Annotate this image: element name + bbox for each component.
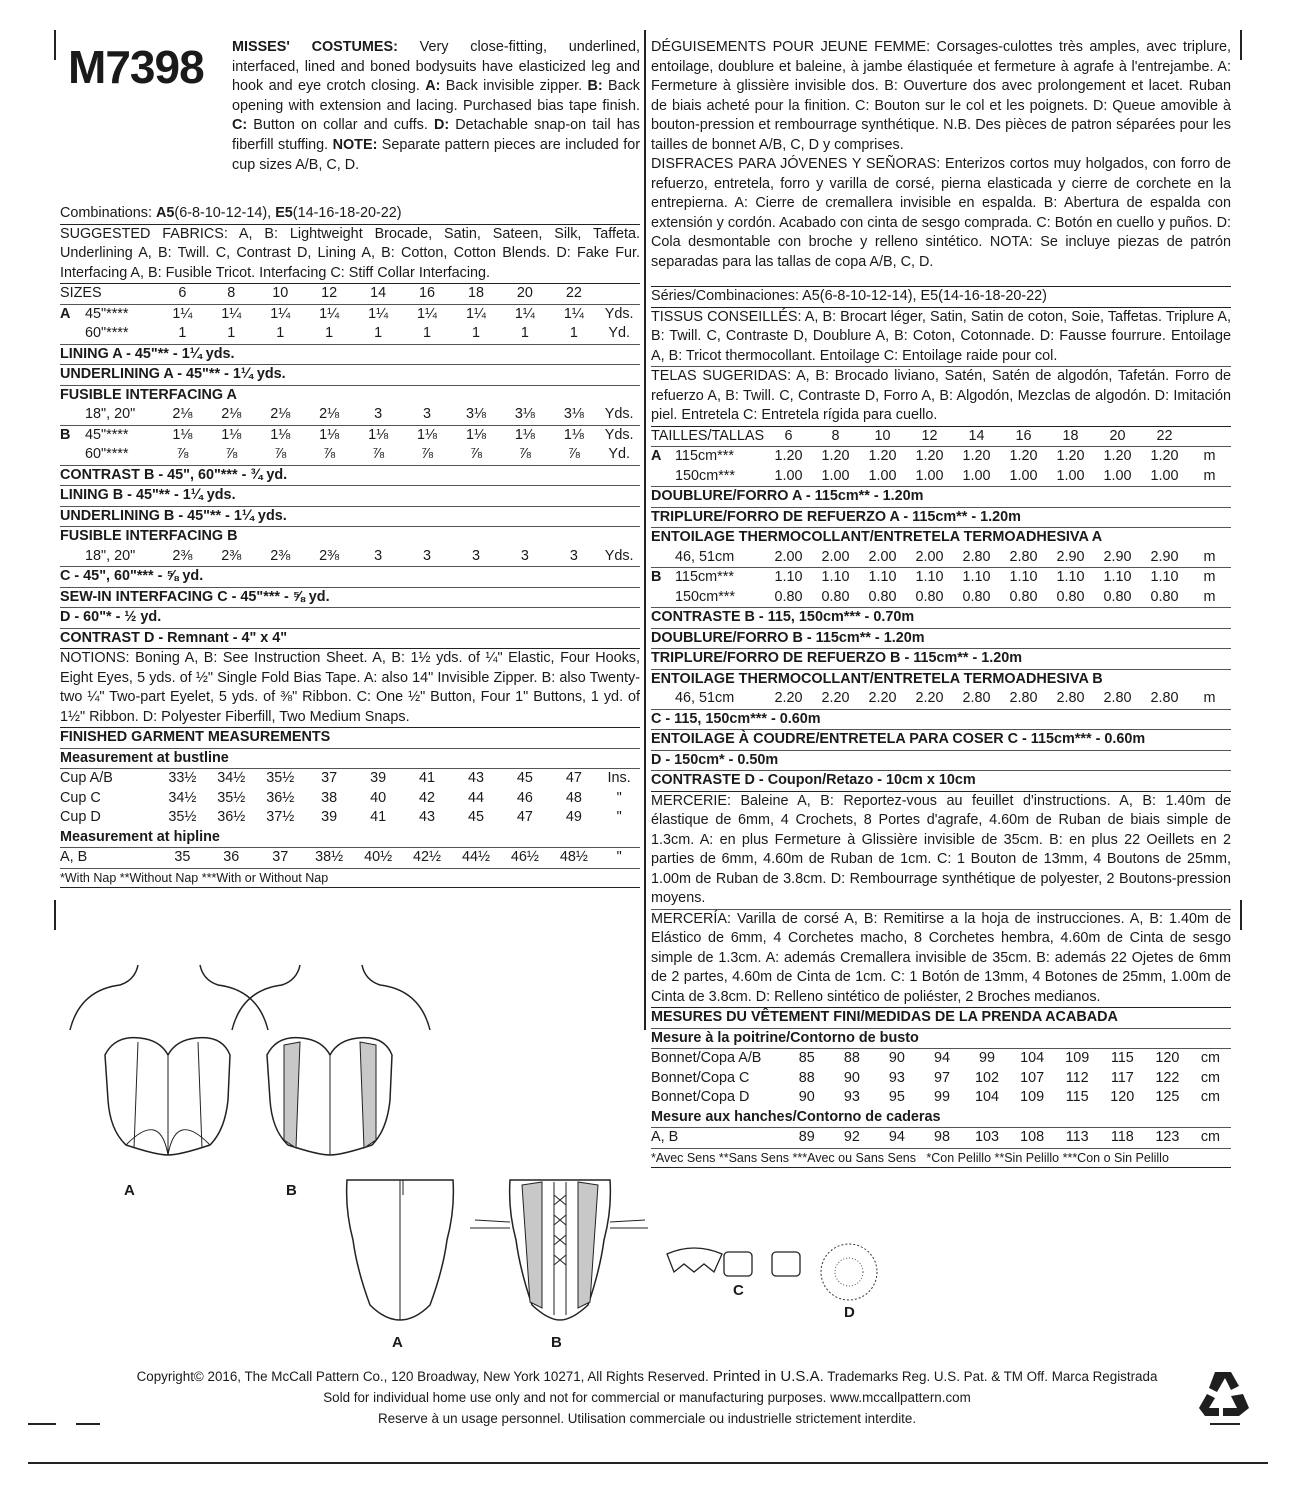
finished-table-en: Cup A/B 33½ 34½ 35½ 37 39 41 43 45 47 Ins. Cup C 34½ 35½ 36½ 38 40 42 44 46 48 " Cup D 35½ 36½ 37½ 39 41 43 45 47 49 " Measurement at hipline A, B 35 36 37 38½ 40½ 42½ 44½ 46½ 48½ " bbox=[60, 768, 640, 868]
view-label-b-back: B bbox=[551, 1334, 562, 1351]
table-row: 60"**** ⅞ ⅞ ⅞ ⅞ ⅞ ⅞ ⅞ ⅞ ⅞ Yd. bbox=[84, 446, 630, 462]
table-row: 150cm*** 0.80 0.80 0.80 0.80 0.80 0.80 0.80 0.80 0.80 m bbox=[675, 588, 1216, 605]
footer bbox=[0, 1366, 1294, 1429]
view-label-a-back: A bbox=[392, 1334, 403, 1351]
yardage-table-en: SIZES 6 8 10 12 14 16 18 20 22 A 45"**** 1¼ 1¼ 1¼ 1¼ 1¼ 1¼ 1¼ 1¼ 1¼ Yds. 60"**** 1 1 1 1 1 1 1 1 1 Yd. LINING A - 45"** - 1¼ yds. UNDERLINING A - 45"** - 1¼ yds. FUSIBLE INTERFACING A 18", 20" 2⅛ 2⅛ 2⅛ 2⅛ 3 3 3⅛ 3⅛ 3⅛ Yds. B 45"**** 1⅛ 1⅛ 1⅛ 1⅛ 1⅛ 1⅛ 1⅛ 1⅛ 1⅛ Yds. 60"**** ⅞ ⅞ ⅞ ⅞ ⅞ ⅞ ⅞ ⅞ ⅞ Yd. CONTRAST B - 45", 60"*** - ¾ yd. LINING B - 45"** - 1¼ yds. UNDERLINING B - 45"** - 1¼ yds. FUSIBLE INTERFACING B 18", 20" 2⅜ 2⅜ 2⅜ 2⅜ 3 3 3 3 3 Yds. C - 45", 60"*** - ⅝ yd. SEW-IN INTERFACING C - 45"*** - ⅝ yd. D - 60"* - ½ yd. CONTRAST D - Remnant - 4" x 4" bbox=[60, 284, 640, 648]
table-row: A 115cm*** 1.20 1.20 1.20 1.20 1.20 1.20 1.20 1.20 1.20 m bbox=[651, 447, 1231, 467]
table-row: Bonnet/Copa A/B 85 88 90 94 99 104 109 115 120 cm bbox=[651, 1049, 1231, 1069]
view-label-d: D bbox=[844, 1304, 855, 1321]
yardage-table-metric: TAILLES/TALLAS 6 8 10 12 14 16 18 20 22 A 115cm*** 1.20 1.20 1.20 1.20 1.20 1.20 1.20 1.20 1.20 m 150cm*** 1.00 1.00 1.00 1.00 1.00 1.00 1.00 1.00 1.00 m DOUBLURE/FORRO A - 115cm** - 1.20m TRIPLURE/FORRO DE REFUERZO A - 115cm** - 1.20m ENTOILAGE THERMOCOLLANT/ENTRETELA TERMOADHESIVA A 46, 51cm 2.00 2.00 2.00 2.00 2.80 2.80 2.90 2.90 2.90 m B 115cm*** 1.10 1.10 1.10 1.10 1.10 1.10 1.10 1.10 1.10 m 150cm*** 0.80 0.80 0.80 0.80 0.80 0.80 0.80 0.80 0.80 m CONTRASTE B - 115, 150cm*** - 0.70m DOUBLURE/FORRO B - 115cm** - 1.20m TRIPLURE/FORRO DE REFUERZO B - 115cm** - 1.20m ENTOILAGE THERMOCOLLANT/ENTRETELA TERMOADHESIVA B 46, 51cm 2.20 2.20 2.20 2.20 2.80 2.80 2.80 2.80 2.80 m C - 115, 150cm*** - 0.60m ENTOILAGE À COUDRE/ENTRETELA PARA COSER C - 115cm*** - 0.60m D - 150cm* - 0.50m CONTRASTE D - Coupon/Retazo - 10cm x 10cm bbox=[651, 427, 1231, 791]
bottom-rule bbox=[28, 1462, 1268, 1464]
table-row: Cup D 35½ 36½ 37½ 39 41 43 45 47 49 " bbox=[60, 809, 622, 825]
bodysuit-a-back-illustration bbox=[335, 1140, 465, 1330]
bodysuit-b-back-illustration bbox=[470, 1130, 650, 1330]
nap-legend-fr: *Avec Sens **Sans Sens ***Avec ou Sans Sens *Con Pelillo **Sin Pelillo ***Con o Sin Pelillo bbox=[651, 1148, 1231, 1167]
table-row: 18", 20" 2⅛ 2⅛ 2⅛ 2⅛ 3 3 3⅛ 3⅛ 3⅛ Yds. bbox=[84, 406, 634, 422]
bodysuit-b-front-illustration bbox=[222, 960, 472, 1160]
table-row: Cup A/B 33½ 34½ 35½ 37 39 41 43 45 47 Ins. bbox=[60, 769, 640, 789]
table-row: A, B 35 36 37 38½ 40½ 42½ 44½ 46½ 48½ " bbox=[60, 848, 640, 868]
cut-line bbox=[28, 1423, 56, 1425]
notions: NOTIONS: Boning A, B: See Instruction Sheet. A, B: 1½ yds. of ¼" Elastic, Four Hooks, Eight Eyes, 5 yds. of ½" Single Fold Bias Tape. A: also 14" Invisible Zipper. B: also Twenty-two ¼" Two-part Eyelet, 5 yds. of ⅜" Ribbon. C: One ½" Button, Four 1" Buttons, 1 yd. of 1½" Ribbon. D: Polyester Fiberfill, Two Medium Snaps. bbox=[60, 650, 640, 725]
suggested-fabrics: SUGGESTED FABRICS: A, B: Lightweight Brocade, Satin, Sateen, Silk, Taffeta. Underlining A, B: Twill. C, Contrast D, Lining A, B: Cotton, Cotton Blends. D: Fake Fur. Interfacing A, B: Fusible Tricot. Interfacing C: Stiff Collar Interfacing. bbox=[60, 225, 640, 281]
finished-table-fr: Bonnet/Copa A/B 85 88 90 94 99 104 109 115 120 cm Bonnet/Copa C 88 90 93 97 102 107 112 117 122 cm Bonnet/Copa D 90 93 95 99 104 109 115 120 125 cm Mesure aux hanches/Contorno de caderas A, B 89 92 94 98 103 108 113 118 123 cm bbox=[651, 1048, 1231, 1148]
view-label-b: B bbox=[286, 1182, 297, 1199]
nap-legend: *With Nap **Without Nap ***With or Without Nap bbox=[60, 868, 640, 887]
finished-title: FINISHED GARMENT MEASUREMENTS bbox=[60, 729, 331, 745]
combinations-fr: Séries/Combinaciones: A5(6-8-10-12-14), E5(14-16-18-20-22) bbox=[651, 288, 1047, 304]
table-row: Bonnet/Copa D 90 93 95 99 104 109 115 120 125 cm bbox=[651, 1089, 1221, 1105]
crop-mark bbox=[1240, 900, 1242, 930]
recycle-icon bbox=[1195, 1368, 1251, 1420]
collar-cuffs-tail-illustration bbox=[664, 1242, 894, 1312]
combinations: Combinations: A5(6-8-10-12-14), E5(14-16-18-20-22) bbox=[60, 205, 402, 221]
finished-title-fr: MESURES DU VÊTEMENT FINI/MEDIDAS DE LA PRENDA ACABADA bbox=[651, 1009, 1118, 1025]
view-label-a: A bbox=[124, 1182, 135, 1199]
table-row: B 45"**** 1⅛ 1⅛ 1⅛ 1⅛ 1⅛ 1⅛ 1⅛ 1⅛ 1⅛ Yds. bbox=[60, 425, 640, 445]
usage-notice-fr: Reserve à un usage personnel. Utilisation commerciale ou industrielle strictement interdite. bbox=[377, 1411, 917, 1426]
table-row: 46, 51cm 2.20 2.20 2.20 2.20 2.80 2.80 2.80 2.80 2.80 m bbox=[675, 690, 1216, 706]
merceria: MERCERÍA: Varilla de corsé A, B: Remitirse a la hoja de instrucciones. A, B: 1.40m de Elástico de 6mm, 4 Corchetes macho, 8 Corchetes hembra, 4.60m de Cinta de sesgo simple de 1.3cm. A: además Cremallera invisible de 35cm. B: además 22 Ojetes de 6mm de 2 partes, 4.60m de Cinta de 1cm. C: 1 Botón de 13mm, 4 Botones de 25mm, 1.00m de Cinta de 3.8cm. D: Relleno sintético de poliéster, 2 Broches medianos. bbox=[651, 910, 1231, 1005]
fabrics-es: TELAS SUGERIDAS: A, B: Brocado liviano, Satén, Satén de algodón, Tafetán. Forro de refuerzo A, B: Twill. C, Contraste D, Forro A, B: Algodón, Mezclas de algodón. D: Imitación piel. Entretela C: Entretela rígida para cuello. bbox=[651, 368, 1231, 423]
table-row: Cup C 34½ 35½ 36½ 38 40 42 44 46 48 " bbox=[60, 789, 622, 806]
table-row: 46, 51cm 2.00 2.00 2.00 2.00 2.80 2.80 2.90 2.90 2.90 m bbox=[675, 548, 1216, 565]
table-row: 150cm*** 1.00 1.00 1.00 1.00 1.00 1.00 1.00 1.00 1.00 m bbox=[675, 467, 1216, 484]
description-en: MISSES' COSTUMES: Very close-fitting, underlined, interfaced, lined and boned bodysuits have elasticized leg and hook and eye crotch closing. A: Back invisible zipper. B: Back opening with extension and lacing. Purchased bias tape finish. C: Button on collar and cuffs. D: Detachable snap-on tail has fiberfill stuffing. NOTE: Separate pattern pieces are included for cup sizes A/B, C, D. bbox=[232, 39, 640, 173]
column-divider bbox=[644, 30, 646, 1030]
table-row: Bonnet/Copa C 88 90 93 97 102 107 112 117 122 cm bbox=[651, 1069, 1221, 1086]
yardage-en: Combinations: A5(6-8-10-12-14), E5(14-16-18-20-22) SUGGESTED FABRICS: A, B: Lightweight Brocade, Satin, Sateen, Silk, Taffeta. Underlining A, B: Twill. C, Contrast D, Lining A, B: Cotton, Cotton Blends. D: Fake Fur. Interfacing A, B: Fusible Tricot. Interfacing C: Stiff Collar Interfacing. SIZES 6 8 10 12 14 16 18 20 22 A 45"**** 1¼ 1¼ 1¼ 1¼ 1¼ 1¼ 1¼ 1¼ 1¼ Yds. 60"**** 1 1 1 1 1 1 1 1 1 Yd. LINING A - 45"** - 1¼ yds. UNDERLINING A - 45"** - 1¼ yds. FUSIBLE INTERFACING A 18", 20" 2⅛ 2⅛ 2⅛ 2⅛ 3 3 3⅛ 3⅛ 3⅛ Yds. B 45"**** 1⅛ 1⅛ 1⅛ 1⅛ 1⅛ 1⅛ 1⅛ 1⅛ 1⅛ Yds. 60"**** ⅞ ⅞ ⅞ ⅞ ⅞ ⅞ ⅞ ⅞ ⅞ Yd. CONTRAST B - 45", 60"*** - ¾ yd. LINING B - 45"** - 1¼ yds. UNDERLINING B - 45"** - 1¼ yds. FUSIBLE INTERFACING B 18", 20" 2⅜ 2⅜ 2⅜ 2⅜ 3 3 3 3 3 Yds. C - 45", 60"*** - ⅝ yd. SEW-IN INTERFACING C - 45"*** - ⅝ yd. D - 60"* - ½ yd. CONTRAST D - Remnant - 4" x 4" NOTIONS: Boning A, B: See Instruction Sheet. A, B: 1½ yds. of ¼" Elastic, Four Hooks, Eight Eyes, 5 yds. of ½" Single Fold Bias Tape. A: also 14" Invisible Zipper. B: also Twenty-two ¼" Two-part Eyelet, 5 yds. of ⅜" Ribbon. C: One ½" Button, Four 1" Buttons, 1 yd. of 1½" Ribbon. D: Polyester Fiberfill, Two Medium Snaps. FINISHED GARMENT MEASUREMENTS Measurement at bustline Cup A/B 33½ 34½ 35½ 37 39 41 43 45 47 Ins. Cup C 34½ 35½ 36½ 38 40 42 44 46 48 " Cup D 35½ 36½ 37½ 39 41 43 45 47 49 " Measurement at hipline A, B 35 36 37 38½ 40½ 42½ 44½ 46½ 48½ " *With Nap **Without Nap ***With or Without Nap bbox=[60, 204, 640, 888]
description-fr: DÉGUISEMENTS POUR JEUNE FEMME: Corsages-culottes très amples, avec triplure, entoilage, doublure et baleine, à jambe élastiquée et fermeture à agrafe à l'entrejambe. A: Fermeture à glissière invisible dos. B: Ouverture dos avec prolongement et lacet. Ruban de biais acheté pour la finition. C: Bouton sur le col et les poignets. D: Queue amovible à bouton-pression et rembourrage synthétique. N.B. Des pièces de patron séparées pour les tailles de bonnet A/B, C, D y comprises. bbox=[651, 39, 1231, 153]
cut-line bbox=[1210, 1423, 1240, 1425]
table-row: B 115cm*** 1.10 1.10 1.10 1.10 1.10 1.10 1.10 1.10 1.10 m bbox=[651, 568, 1231, 588]
table-row: A, B 89 92 94 98 103 108 113 118 123 cm bbox=[651, 1128, 1231, 1148]
crop-mark bbox=[1240, 30, 1242, 60]
table-row: 18", 20" 2⅜ 2⅜ 2⅜ 2⅜ 3 3 3 3 3 Yds. bbox=[84, 547, 634, 564]
usage-notice: Sold for individual home use only and not for commercial or manufacturing purposes. www.mccallpattern.com bbox=[323, 1390, 971, 1405]
table-row: 60"**** 1 1 1 1 1 1 1 1 1 Yd. bbox=[84, 325, 630, 341]
crop-mark bbox=[54, 30, 56, 60]
fabrics-fr: TISSUS CONSEILLÉS: A, B: Brocart léger, Satin, Satin de coton, Soie, Taffetas. Triplure A, B: Twill. C, Contraste D, Doublure A, B: Coton, Cotonnade. D: Fausse fourrure. Entoilage A, B: Tricot thermocollant. Entoilage C: Entoilage raide pour col. bbox=[651, 308, 1231, 364]
table-row: A 45"**** 1¼ 1¼ 1¼ 1¼ 1¼ 1¼ 1¼ 1¼ 1¼ Yds. bbox=[60, 304, 640, 324]
mercerie: MERCERIE: Baleine A, B: Reportez-vous au feuillet d'instructions. A, B: 1.40m de élastique de 6mm, 4 Crochets, 8 Portes d'agrafe, 4.60m de Ruban de biais simple de 1.3cm. A: en plus Fermeture à Glissière invisible de 35cm. B: en plus 22 Oeillets en 2 parties de 6mm, 4.60m de Ruban de 1cm. C: 1 Bouton de 13mm, 4 Boutons de 25mm, 1.00m de Ruban de 3.8cm. D: Rembourrage synthétique de polyester, 2 Boutons-pression moyens. bbox=[651, 792, 1231, 906]
pattern-number: M7398 bbox=[68, 41, 204, 93]
crop-mark bbox=[54, 900, 56, 930]
cut-line bbox=[76, 1423, 100, 1425]
view-label-c: C bbox=[733, 1282, 744, 1299]
sizes-row: SIZES 6 8 10 12 14 16 18 20 22 bbox=[60, 285, 582, 301]
description-fr-es: DÉGUISEMENTS POUR JEUNE FEMME: Corsages-culottes très amples, avec triplure, entoilage, doublure et baleine, à jambe élastiquée et fermeture à agrafe à l'entrejambe. A: Fermeture à glissière invisible dos. B: Ouverture dos avec prolongement et lacet. Ruban de biais acheté pour la finition. C: Bouton sur le col et les poignets. D: Queue amovible à bouton-pression et rembourrage synthétique. N.B. Des pièces de patron séparées pour les tailles de bonnet A/B, C, D y comprises. DISFRACES PARA JÓVENES Y SEÑORAS: Enterizos cortos muy holgados, con forro de refuerzo, entretela, forro y varilla de corsé, pierna elasticada y cierre de corchete en la entrepierna. A: Cierre de cremallera invisible en espalda. B: Abertura de espalda con extensión y cordón. Acabado con cinta de sesgo comprada. C: Botón en cuello y puños. D: Cola desmontable con broche y relleno sintético. NOTA: Se incluye piezas de patrón separadas para las tallas de copa A/B, C, D. Séries/Combinaciones: A5(6-8-10-12-14), E5(14-16-18-20-22) TISSUS CONSEILLÉS: A, B: Brocart léger, Satin, Satin de coton, Soie, Taffetas. Triplure A, B: Twill. C, Contraste D, Doublure A, B: Coton, Cotonnade. D: Fausse fourrure. Entoilage A, B: Tricot thermocollant. Entoilage C: Entoilage raide pour col. TELAS SUGERIDAS: A, B: Brocado liviano, Satén, Satén de algodón, Tafetán. Forro de refuerzo A, B: Twill. C, Contraste D, Forro A, B: Algodón, Mezclas de algodón. D: Imitación piel. Entretela C: Entretela rígida para cuello. TAILLES/TALLAS 6 8 10 12 14 16 18 20 22 A 115cm*** 1.20 1.20 1.20 1.20 1.20 1.20 1.20 1.20 1.20 m 150cm*** 1.00 1.00 1.00 1.00 1.00 1.00 1.00 1.00 1.00 m DOUBLURE/FORRO A - 115cm** - 1.20m TRIPLURE/FORRO DE REFUERZO A - 115cm** - 1.20m ENTOILAGE THERMOCOLLANT/ENTRETELA TERMOADHESIVA A 46, 51cm 2.00 2.00 2.00 2.00 2.80 2.80 2.90 2.90 2.90 m B 115cm*** 1.10 1.10 1.10 1.10 1.10 1.10 1.10 1.10 1.10 m 150cm*** 0.80 0.80 0.80 0.80 0.80 0.80 0.80 0.80 0.80 m CONTRASTE B - 115, 150cm*** - 0.70m DOUBLURE/FORRO B - 115cm** - 1.20m TRIPLURE/FORRO DE REFUERZO B - 115cm** - 1.20m ENTOILAGE THERMOCOLLANT/ENTRETELA TERMOADHESIVA B 46, 51cm 2.20 2.20 2.20 2.20 2.80 2.80 2.80 2.80 2.80 m C - 115, 150cm*** - 0.60m ENTOILAGE À COUDRE/ENTRETELA PARA COSER C - 115cm*** - 0.60m D - 150cm* - 0.50m CONTRASTE D - Coupon/Retazo - 10cm x 10cm MERCERIE: Baleine A, B: Reportez-vous au feuillet d'instructions. A, B: 1.40m de élastique de 6mm, 4 Crochets, 8 Portes d'agrafe, 4.60m de Ruban de biais simple de 1.3cm. A: en plus Fermeture à Glissière invisible de 35cm. B: en plus 22 Oeillets en 2 parties de 6mm, 4.60m de Ruban de 1cm. C: 1 Bouton de 13mm, 4 Boutons de 25mm, 1.00m de Ruban de 3.8cm. D: Rembourrage synthétique de polyester, 2 Boutons-pression moyens. MERCERÍA: Varilla de corsé A, B: Remitirse a la hoja de instrucciones. A, B: 1.40m de Elástico de 6mm, 4 Corchetes macho, 8 Corchetes hembra, 4.60m de Cinta de sesgo simple de 1.3cm. A: además Cremallera invisible de 35cm. B: además 22 Ojetes de 6mm de 2 partes, 4.60m de Cinta de 1cm. C: 1 Botón de 13mm, 4 Botones de 25mm, 1.00m de Cinta de 3.8cm. D: Relleno sintético de poliéster, 2 Broches medianos. MESURES DU VÊTEMENT FINI/MEDIDAS DE LA PRENDA ACABADA Mesure à la poitrine/Contorno de busto Bonnet/Copa A/B 85 88 90 94 99 104 109 115 120 cm Bonnet/Copa C 88 90 93 97 102 107 112 117 122 cm Bonnet/Copa D 90 93 95 99 104 109 115 120 125 cm Mesure aux hanches/Contorno de caderas A, B 89 92 94 98 103 108 113 118 123 cm *Avec Sens **Sans Sens ***Avec ou Sans Sens *Con Pelillo **Sin Pelillo ***Con o Sin Pelillo bbox=[651, 38, 1231, 1168]
description-es: DISFRACES PARA JÓVENES Y SEÑORAS: Enterizos cortos muy holgados, con forro de refuerzo, entretela, forro y varilla de corsé, pierna elasticada y cierre de corchete en la entrepierna. A: Cierre de cremallera invisible en espalda. B: Abertura de espalda con extensión y cordón. Acabado con cinta de sesgo comprada. C: Botón en cuello y puños. D: Cola desmontable con broche y relleno sintético. NOTA: Se incluye piezas de patrón separadas para las tallas de copa A/B, C, D. bbox=[651, 156, 1231, 270]
copyright: Copyright© 2016, The McCall Pattern Co., 120 Broadway, New York 10271, All Rights Reserved. Printed in U.S.A. Trademarks Reg. U.S. Pat. & TM Off. Marca Registrada bbox=[136, 1368, 1158, 1385]
sizes-row: TAILLES/TALLAS 6 8 10 12 14 16 18 20 22 bbox=[651, 427, 1173, 444]
